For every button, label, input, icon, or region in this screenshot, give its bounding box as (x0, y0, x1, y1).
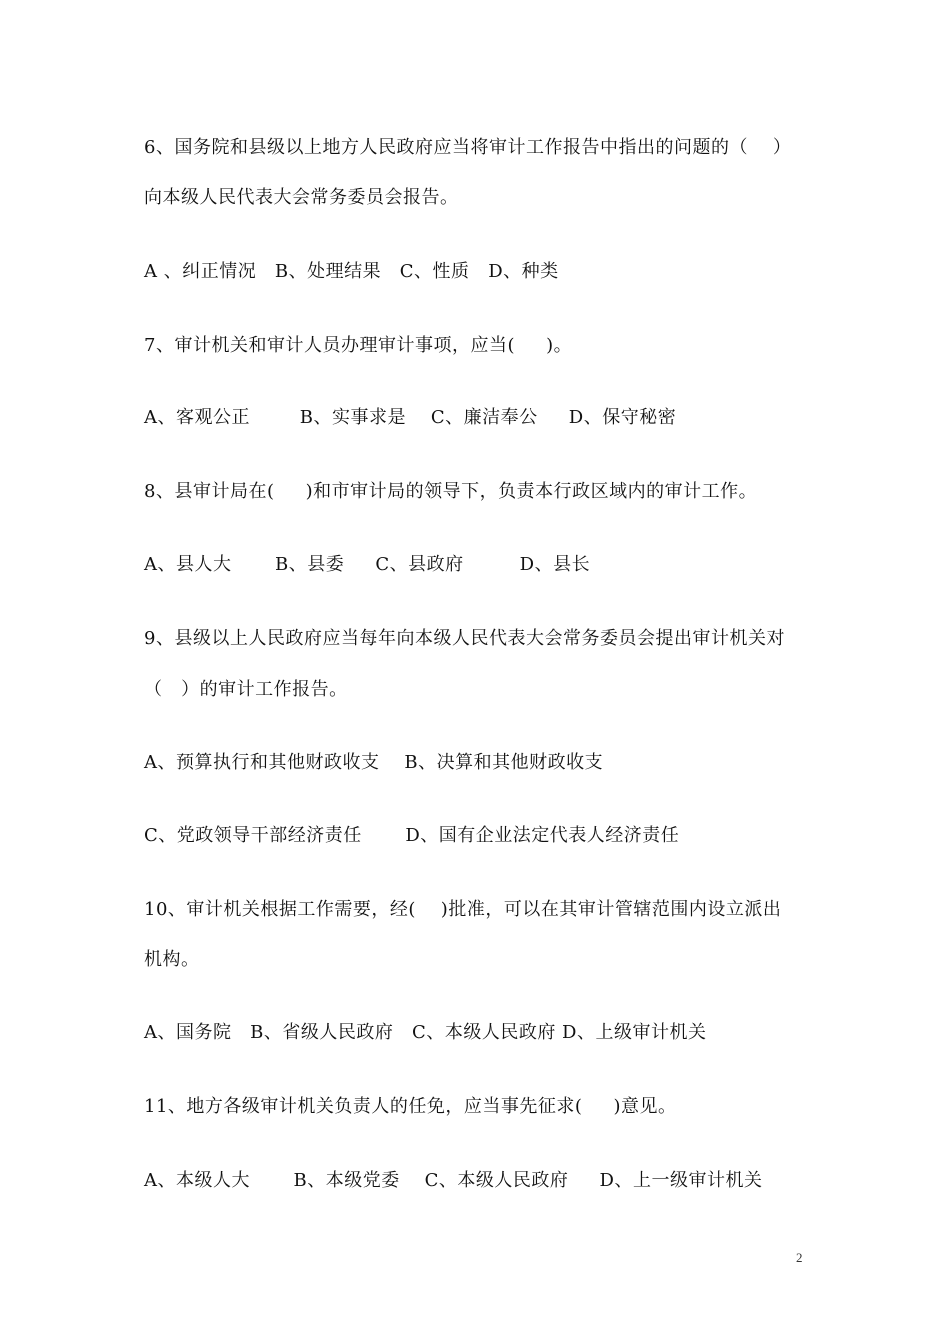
question-6-stem-line-2: 向本级人民代表大会常务委员会报告。 (144, 187, 459, 208)
question-9-options-line-2: C、党政领导干部经济责任 D、国有企业法定代表人经济责任 (144, 825, 680, 846)
question-8-stem: 8、县审计局在( )和市审计局的领导下，负责本行政区域内的审计工作。 (144, 481, 758, 502)
question-11-stem: 11、地方各级审计机关负责人的任免，应当事先征求( )意见。 (144, 1096, 677, 1117)
question-9-stem-line-1: 9、县级以上人民政府应当每年向本级人民代表大会常务委员会提出审计机关对 (144, 628, 785, 649)
question-6-options: A 、纠正情况 B、处理结果 C、性质 D、种类 (144, 261, 559, 282)
question-6-stem-line-1: 6、国务院和县级以上地方人民政府应当将审计工作报告中指出的问题的（ ） (144, 137, 792, 158)
question-9-options-line-1: A、预算执行和其他财政收支 B、决算和其他财政收支 (144, 752, 604, 773)
question-9-stem-line-2: （ ）的审计工作报告。 (144, 679, 348, 700)
question-10-stem-line-1: 10、审计机关根据工作需要，经( )批准，可以在其审计管辖范围内设立派出 (144, 899, 782, 920)
question-11-options: A、本级人大 B、本级党委 C、本级人民政府 D、上一级审计机关 (144, 1170, 763, 1191)
page-number: 2 (796, 1250, 803, 1265)
question-8-options: A、县人大 B、县委 C、县政府 D、县长 (144, 554, 591, 575)
question-10-options: A、国务院 B、省级人民政府 C、本级人民政府 D、上级审计机关 (144, 1022, 707, 1043)
question-7-stem: 7、审计机关和审计人员办理审计事项，应当( )。 (144, 335, 573, 356)
question-7-options: A、客观公正 B、实事求是 C、廉洁奉公 D、保守秘密 (144, 407, 677, 428)
question-10-stem-line-2: 机构。 (144, 949, 200, 970)
